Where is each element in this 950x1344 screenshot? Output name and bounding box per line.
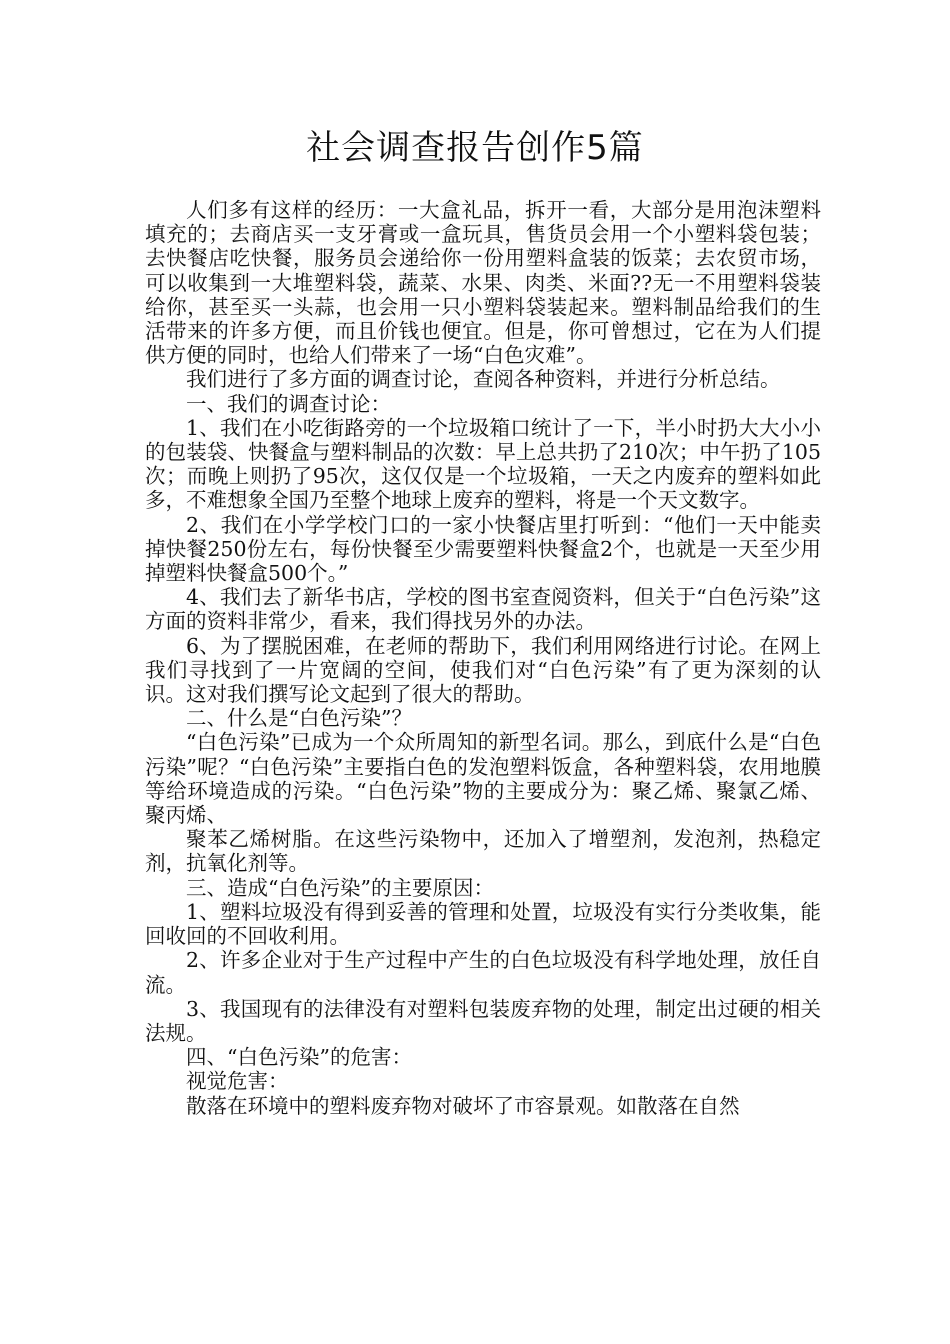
paragraph-item-4: 4、我们去了新华书店，学校的图书室查阅资料，但关于“白色污染”这方面的资料非常少，看来，我们得找另外的办法。 xyxy=(145,585,821,634)
paragraph-cause-2: 2、许多企业对于生产过程中产生的白色垃圾没有科学地处理，放任自流。 xyxy=(145,948,821,997)
paragraph-definition-cont: 聚苯乙烯树脂。在这些污染物中，还加入了增塑剂，发泡剂，热稳定剂，抗氧化剂等。 xyxy=(145,827,821,876)
paragraph-intro: 人们多有这样的经历：一大盒礼品，拆开一看，大部分是用泡沫塑料填充的；去商店买一支牙膏或一盒玩具，售货员会用一个小塑料袋包装；去快餐店吃快餐，服务员会递给你一份用塑料盒装的饭菜；去农贸市场，可以收集到一大堆塑料袋，蔬菜、水果、肉类、米面??无一不用塑料袋装给你，甚至买一头蒜，也会用一只小塑料袋装起来。塑料制品给我们的生活带来的许多方便，而且价钱也便宜。但是，你可曾想过，它在为人们提供方便的同时，也给人们带来了一场“白色灾难”。 xyxy=(145,198,821,368)
document-body xyxy=(145,198,821,1118)
paragraph-item-1: 1、我们在小吃街路旁的一个垃圾箱口统计了一下，半小时扔大大小小的包装袋、快餐盒与塑料制品的次数：早上总共扔了210次；中午扔了105次；而晚上则扔了95次，这仅仅是一个垃圾箱，一天之内废弃的塑料如此多，不难想象全国乃至整个地球上废弃的塑料，将是一个天文数字。 xyxy=(145,415,821,513)
section-heading-causes: 三、造成“白色污染”的主要原因： xyxy=(186,875,494,900)
paragraph-summary: 我们进行了多方面的调查讨论，查阅各种资料，并进行分析总结。 xyxy=(186,367,781,392)
paragraph-visual-hazard: 散落在环境中的塑料废弃物对破坏了市容景观。如散落在自然 xyxy=(186,1093,740,1118)
paragraph-cause-1: 1、塑料垃圾没有得到妥善的管理和处置，垃圾没有实行分类收集，能回收回的不回收利用。 xyxy=(145,899,821,949)
section-heading-investigation: 一、我们的调查讨论： xyxy=(186,391,391,416)
section-heading-hazards: 四、“白色污染”的危害： xyxy=(186,1045,412,1070)
paragraph-item-2: 2、我们在小学学校门口的一家小快餐店里打听到：“他们一天中能卖掉快餐250份左右，每份快餐至少需要塑料快餐盒2个，也就是一天至少用掉塑料快餐盒500个。” xyxy=(145,512,821,586)
subheading-visual-hazard: 视觉危害： xyxy=(186,1069,289,1094)
paragraph-item-6: 6、为了摆脱困难，在老师的帮助下，我们利用网络进行讨论。在网上我们寻找到了一片宽阔的空间，使我们对“白色污染”有了更为深刻的认识。这对我们撰写论文起到了很大的帮助。 xyxy=(145,633,821,707)
section-heading-definition: 二、什么是“白色污染”？ xyxy=(186,706,412,731)
document-title: 社会调查报告创作5篇 xyxy=(306,128,644,168)
paragraph-cause-3: 3、我国现有的法律没有对塑料包装废弃物的处理，制定出过硬的相关法规。 xyxy=(145,996,821,1045)
paragraph-definition: “白色污染”已成为一个众所周知的新型名词。那么，到底什么是“白色污染”呢？“白色污染”主要指白色的发泡塑料饭盒，各种塑料袋，农用地膜等给环境造成的污染。“白色污染”物的主要成分为：聚乙烯、聚氯乙烯、聚丙烯、 xyxy=(145,730,821,828)
